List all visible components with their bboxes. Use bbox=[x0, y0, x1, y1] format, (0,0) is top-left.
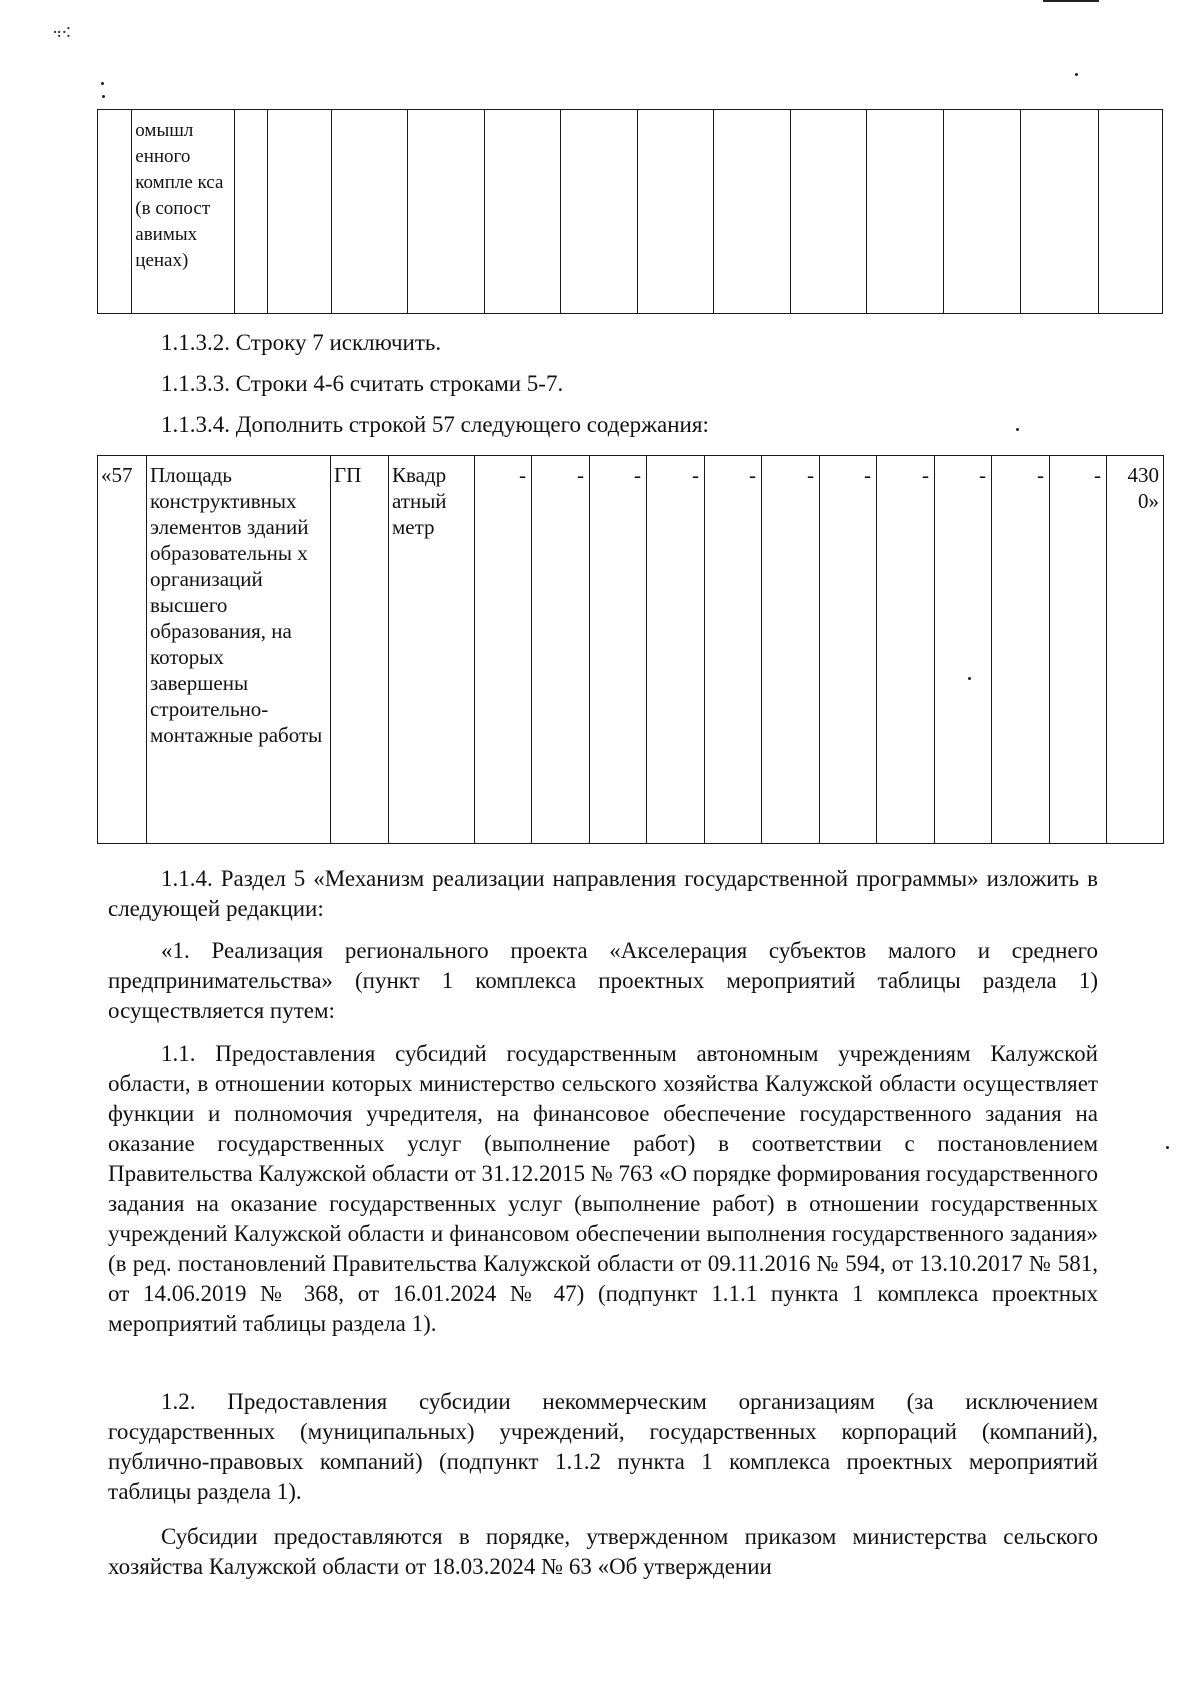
value-cell: - bbox=[820, 456, 877, 844]
instruction-1-1-3-4: 1.1.3.4. Дополнить строкой 57 следующего содержания: bbox=[161, 412, 709, 437]
indicator-type: ГП bbox=[331, 456, 389, 844]
value-cell: - bbox=[647, 456, 705, 844]
value-cell: - bbox=[992, 456, 1050, 844]
value-cell: - bbox=[705, 456, 762, 844]
paragraph-1-2: 1.2. Предоставления субсидии некоммерческим организациям (за исключением государственных (муниципальных) учреждений, государственных корпораций (компаний), публично-правовых компаний) (подпункт 1.1.2 пункта 1 комплекса проектных мероприятий таблицы раздела 1). bbox=[108, 1389, 1098, 1504]
table-cell-number bbox=[98, 110, 132, 314]
table-continuation bbox=[97, 109, 1163, 314]
scan-speck bbox=[1166, 1146, 1169, 1149]
table-cell bbox=[791, 110, 867, 314]
paragraph-1: «1. Реализация регионального проекта «Акселерация субъектов малого и среднего предпринимательства» (пункт 1 комплекса проектных мероприятий таблицы раздела 1) осуществляется путем: bbox=[108, 938, 1098, 1023]
indicator-name: Площадь конструктивных элементов зданий образовательны х организаций высшего образования, на которых завершены строительно-монтажные работы bbox=[147, 456, 331, 844]
value-cell: - bbox=[762, 456, 820, 844]
table-cell bbox=[1098, 110, 1162, 314]
value-cell: - bbox=[935, 456, 992, 844]
value-cell: - bbox=[532, 456, 590, 844]
instruction-1-1-3-2: 1.1.3.2. Строку 7 исключить. bbox=[161, 330, 442, 355]
scan-corner-mark: ⠲⠪ bbox=[52, 27, 71, 42]
table-cell bbox=[637, 110, 713, 314]
table-cell bbox=[407, 110, 484, 314]
value-cell: - bbox=[475, 456, 532, 844]
table-cell bbox=[867, 110, 944, 314]
table-row bbox=[98, 110, 1163, 314]
table-cell bbox=[484, 110, 560, 314]
table-row-57 bbox=[97, 455, 1164, 844]
table-cell bbox=[944, 110, 1021, 314]
instruction-1-1-3-3: 1.1.3.3. Строки 4-6 считать строками 5-7. bbox=[161, 371, 564, 396]
final-value-cell: 430 0» bbox=[1107, 456, 1164, 844]
table-cell bbox=[268, 110, 331, 314]
scan-speck bbox=[101, 82, 104, 85]
value-cell: - bbox=[877, 456, 935, 844]
table-cell bbox=[1021, 110, 1098, 314]
table-cell-indicator: омышл енного компле кса (в сопост авимых ценах) bbox=[132, 110, 235, 314]
scan-speck bbox=[102, 95, 105, 98]
value-cell: - bbox=[590, 456, 647, 844]
paragraph-1-1: 1.1. Предоставления субсидий государственным автономным учреждениям Калужской области, в отношении которых министерство сельского хозяйства Калужской области осуществляет функции и полномочия учредителя, на финансовое обеспечение государственного задания на оказание государственных услуг (выполнение работ) в соответствии с постановлением Правительства Калужской области от 31.12.2015 № 763 «О порядке формирования государственного задания на оказание государственных услуг (выполнение работ) в отношении государственных учреждений Калужской области и финансовом обеспечении выполнения государственного задания» (в ред. постановлений Правительства Калужской области от 09.11.2016 № 594, от 13.10.2017 № 581, от 14.06.2019 № 368, от 16.01.2024 № 47) (подпункт 1.1.1 пункта 1 комплекса проектных мероприятий таблицы раздела 1). bbox=[108, 1041, 1098, 1336]
unit-of-measure: Квадр атный метр bbox=[389, 456, 475, 844]
scan-speck bbox=[1075, 73, 1078, 76]
value-cell: - bbox=[1050, 456, 1107, 844]
table-cell bbox=[235, 110, 268, 314]
paragraph-1-1-4: 1.1.4. Раздел 5 «Механизм реализации направления государственной программы» изложить в следующей редакции: bbox=[108, 866, 1098, 921]
table-cell bbox=[331, 110, 407, 314]
table-cell bbox=[714, 110, 791, 314]
row-number: «57 bbox=[98, 456, 147, 844]
paragraph-subsidies: Субсидии предоставляются в порядке, утвержденном приказом министерства сельского хозяйства Калужской области от 18.03.2024 № 63 «Об утверждении bbox=[108, 1524, 1098, 1579]
table-cell bbox=[560, 110, 637, 314]
top-edge-rule bbox=[1043, 0, 1099, 2]
table-row bbox=[98, 456, 1164, 844]
